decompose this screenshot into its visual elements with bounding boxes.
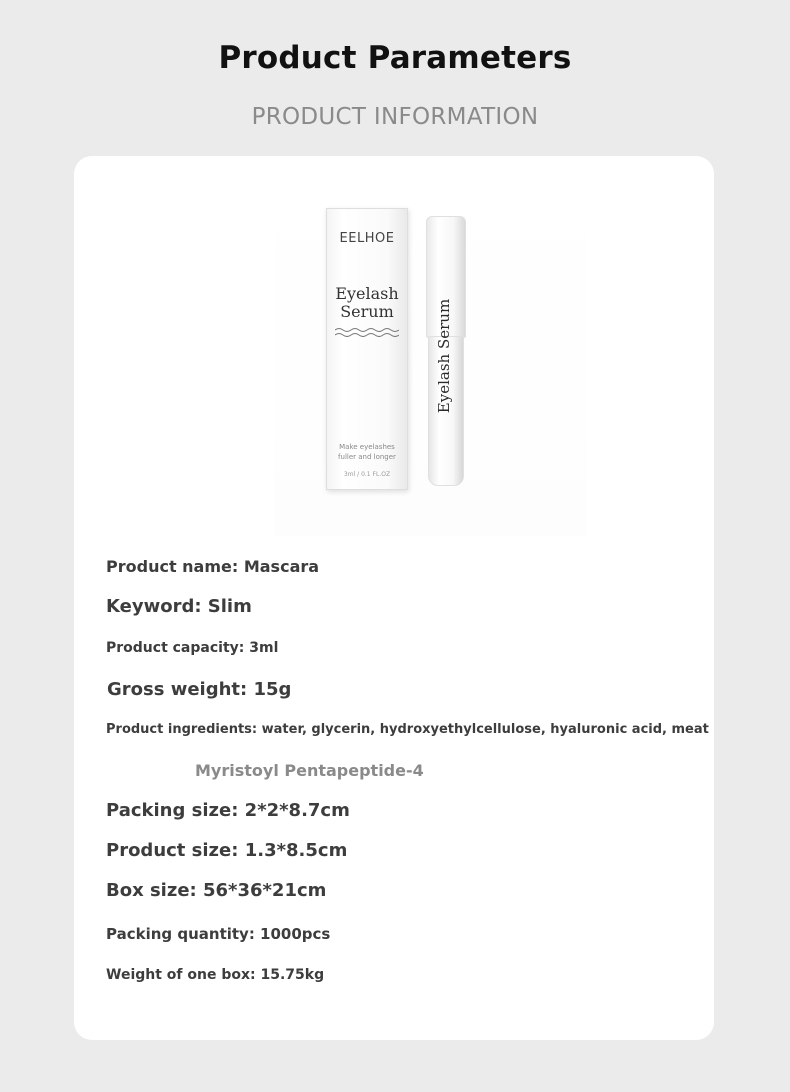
box-tagline: Make eyelashes fuller and longer: [338, 443, 396, 461]
spec-product-name: Product name: Mascara: [106, 557, 320, 576]
spec-ingredients-continued: Myristoyl Pentapeptide-4: [195, 761, 424, 780]
tube-label: Eyelash Serum: [435, 298, 453, 414]
spec-packing-quantity: Packing quantity: 1000pcs: [106, 925, 331, 943]
box-product-name: Eyelash Serum: [335, 284, 399, 321]
product-info-card: [74, 156, 714, 1040]
spec-box-size: Box size: 56*36*21cm: [106, 880, 327, 901]
box-volume-label: 3ml / 0.1 FL.OZ: [343, 471, 391, 478]
page-title: Product Parameters: [218, 40, 572, 76]
product-image: [274, 160, 586, 536]
spec-ingredients: Product ingredients: water, glycerin, hydroxyethylcellulose, hyaluronic acid, meat: [106, 722, 709, 737]
product-tube: [426, 216, 466, 486]
wave-decoration-icon: [335, 327, 399, 337]
box-brand-label: EELHOE: [339, 231, 395, 246]
spec-keyword: Keyword: Slim: [106, 596, 252, 617]
spec-packing-size: Packing size: 2*2*8.7cm: [106, 800, 350, 821]
spec-capacity: Product capacity: 3ml: [106, 640, 279, 656]
page-subtitle: PRODUCT INFORMATION: [251, 104, 539, 130]
spec-box-weight: Weight of one box: 15.75kg: [106, 967, 325, 983]
product-box: [326, 208, 408, 490]
spec-product-size: Product size: 1.3*8.5cm: [106, 840, 348, 861]
spec-gross-weight: Gross weight: 15g: [107, 679, 292, 700]
